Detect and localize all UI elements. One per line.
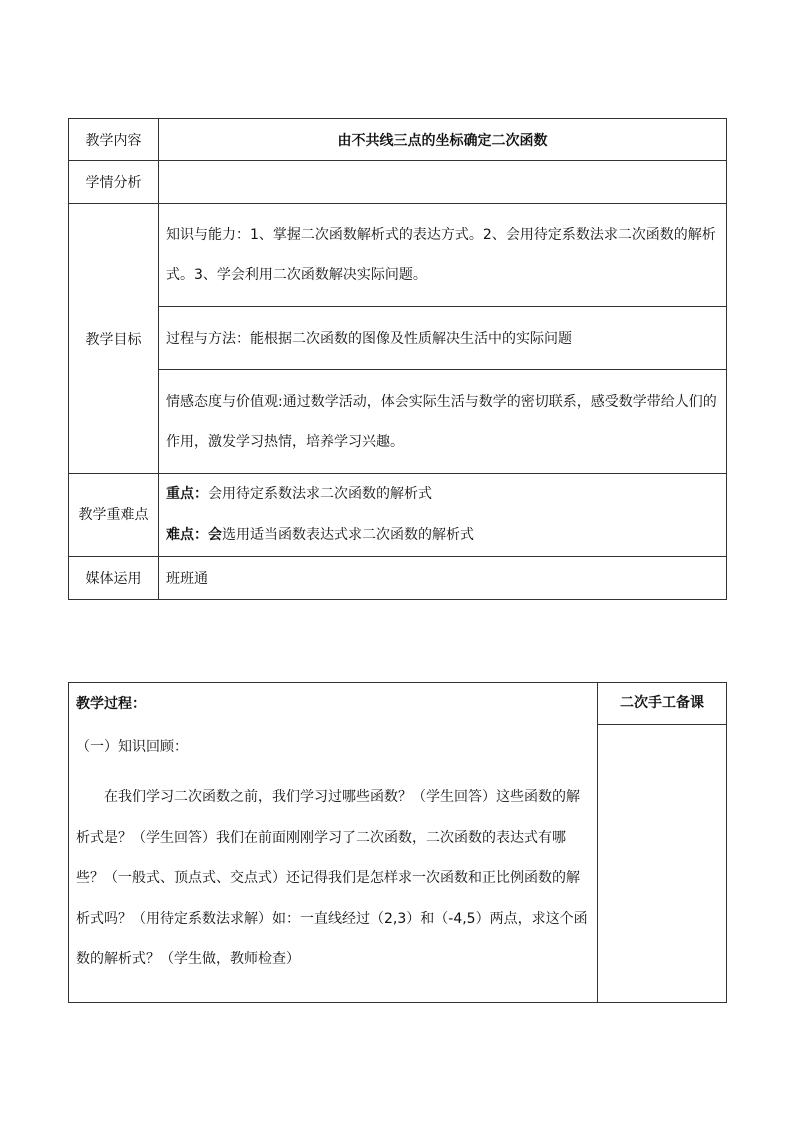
keypoints-label: 教学重难点 (69, 474, 159, 557)
goals-knowledge: 知识与能力：1、掌握二次函数解析式的表达方式。2、会用待定系数法求二次函数的解析式。3、学会利用二次函数解决实际问题。 (159, 204, 727, 307)
goals-process-row (69, 307, 727, 370)
goals-knowledge-row (69, 204, 727, 307)
process-cell (69, 683, 598, 1003)
hard-point-line (166, 515, 720, 556)
content-label: 教学内容 (69, 119, 159, 161)
goals-process: 过程与方法：能根据二次函数的图像及性质解决生活中的实际问题 (159, 307, 727, 370)
process-row (69, 683, 727, 1003)
section-title: （一）知识回顾： (76, 739, 188, 755)
side-heading: 二次手工备课 (598, 683, 726, 725)
content-row (69, 119, 727, 161)
review-paragraph: 在我们学习二次函数之前，我们学习过哪些函数？（学生回答）这些函数的解析式是？（学生回答）我们在前面刚刚学习了二次函数，二次函数的表达式有哪些？（一般式、顶点式、交点式）还记得我们是怎样求一次函数和正比例函数的解析式吗？（用待定系数法求解）如：一直线经过（2,3）和（-4,5）两点，求这个函数的解析式？（学生做，教师检查） (76, 789, 588, 967)
media-value: 班班通 (159, 557, 727, 600)
lesson-info-table (68, 118, 727, 600)
keypoints-row (69, 474, 727, 557)
key-point-line (166, 474, 720, 515)
keypoints-cell (159, 474, 727, 557)
side-notes-cell (598, 683, 727, 1003)
goals-emotion-row (69, 370, 727, 474)
goals-label: 教学目标 (69, 204, 159, 474)
teaching-process-table (68, 682, 727, 1003)
key-point-text: 会用待定系数法求二次函数的解析式 (208, 486, 432, 502)
media-row (69, 557, 727, 600)
key-point-label: 重点： (166, 486, 208, 502)
hard-point-text: 选用适当函数表达式求二次函数的解析式 (222, 527, 474, 543)
analysis-value (159, 161, 727, 204)
hard-point-label: 难点：会 (166, 527, 222, 543)
analysis-row (69, 161, 727, 204)
media-label: 媒体运用 (69, 557, 159, 600)
process-heading: 教学过程： (76, 696, 146, 712)
lesson-title: 由不共线三点的坐标确定二次函数 (159, 119, 727, 161)
goals-emotion: 情感态度与价值观:通过数学活动，体会实际生活与数学的密切联系，感受数学带给人们的作用，激发学习热情，培养学习兴趣。 (159, 370, 727, 474)
analysis-label: 学情分析 (69, 161, 159, 204)
